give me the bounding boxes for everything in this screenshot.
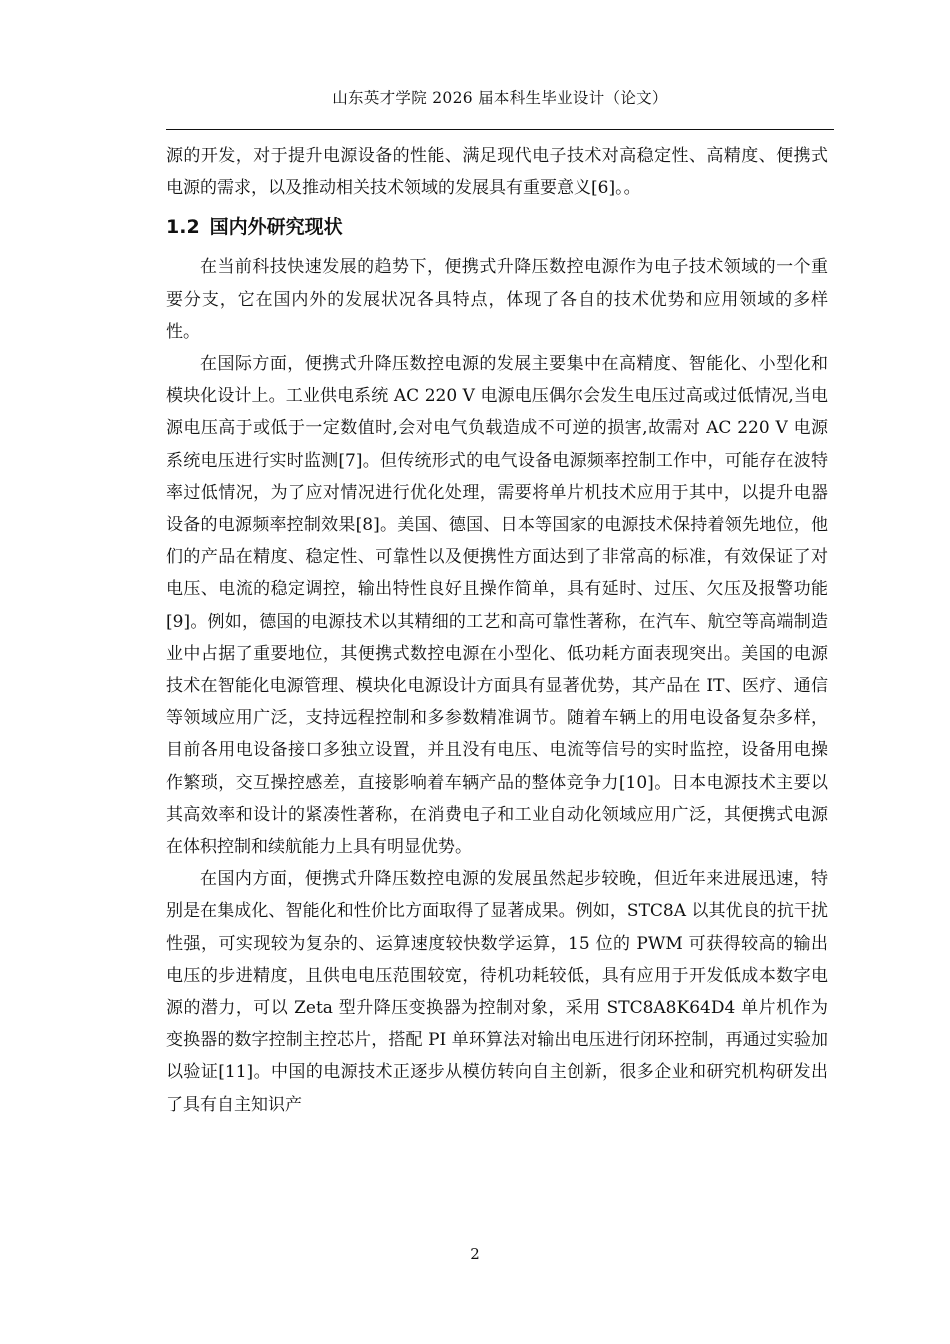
section-heading [166,210,828,244]
running-header: 山东英才学院 2026 届本科生毕业设计（论文） [332,89,668,107]
paragraph-international: 在国际方面，便携式升降压数控电源的发展主要集中在高精度、智能化、小型化和模块化设计上。工业供电系统 AC 220 V 电源电压偶尔会发生电压过高或过低情况,当电源电压高于或低于一定数值时,会对电气负载造成不可逆的损害,故需对 AC 220 V 电源系统电压进行实时监测[7]。但传统形式的电气设备电源频率控制工作中，可能存在波特率过低情况，为了应对情况进行优化处理，需要将单片机技术应用于其中，以提升电器设备的电源频率控制效果[8]。美国、德国、日本等国家的电源技术保持着领先地位，他们的产品在精度、稳定性、可靠性以及便携性方面达到了非常高的标准，有效保证了对电压、电流的稳定调控，输出特性良好且操作简单，具有延时、过压、欠压及报警功能[9]。例如，德国的电源技术以其精细的工艺和高可靠性著称，在汽车、航空等高端制造业中占据了重要地位，其便携式数控电源在小型化、低功耗方面表现突出。美国的电源技术在智能化电源管理、模块化电源设计方面具有显著优势，其产品在 IT、医疗、通信等领域应用广泛，支持远程控制和多参数精准调节。随着车辆上的用电设备复杂多样，目前各用电设备接口多独立设置，并且没有电压、电流等信号的实时监控，设备用电操作繁琐，交互操控感差，直接影响着车辆产品的整体竞争力[10]。日本电源技术主要以其高效率和设计的紧凑性著称，在消费电子和工业自动化领域应用广泛，其便携式电源在体积控制和续航能力上具有明显优势。 [166,354,828,858]
paragraph-intro: 在当前科技快速发展的趋势下，便携式升降压数控电源作为电子技术领域的一个重要分支，它在国内外的发展状况各具特点，体现了各自的技术优势和应用领域的多样性。 [166,257,828,342]
section-title: 国内外研究现状 [209,216,343,239]
page-number: 2 [470,1245,480,1263]
section-number: 1.2 [166,216,200,239]
paragraph-domestic: 在国内方面，便携式升降压数控电源的发展虽然起步较晚，但近年来进展迅速，特别是在集成化、智能化和性价比方面取得了显著成果。例如，STC8A 以其优良的抗干扰性强，可实现较为复杂的、运算速度较快数学运算，15 位的 PWM 可获得较高的输出电压的步进精度，且供电电压范围较宽，待机功耗较低，具有应用于开发低成本数字电源的潜力，可以 Zeta 型升降压变换器为控制对象，采用 STC8A8K64D4 单片机作为变换器的数字控制主控芯片，搭配 PI 单环算法对输出电压进行闭环控制，再通过实验加以验证[11]。中国的电源技术正逐步从模仿转向自主创新，很多企业和研究机构研发出了具有自主知识产 [166,869,828,1115]
paragraph-continuation: 源的开发，对于提升电源设备的性能、满足现代电子技术对高稳定性、高精度、便携式电源的需求，以及推动相关技术领域的发展具有重要意义[6]。。 [166,146,828,199]
header-rule [166,129,834,130]
body-text [166,140,828,1121]
